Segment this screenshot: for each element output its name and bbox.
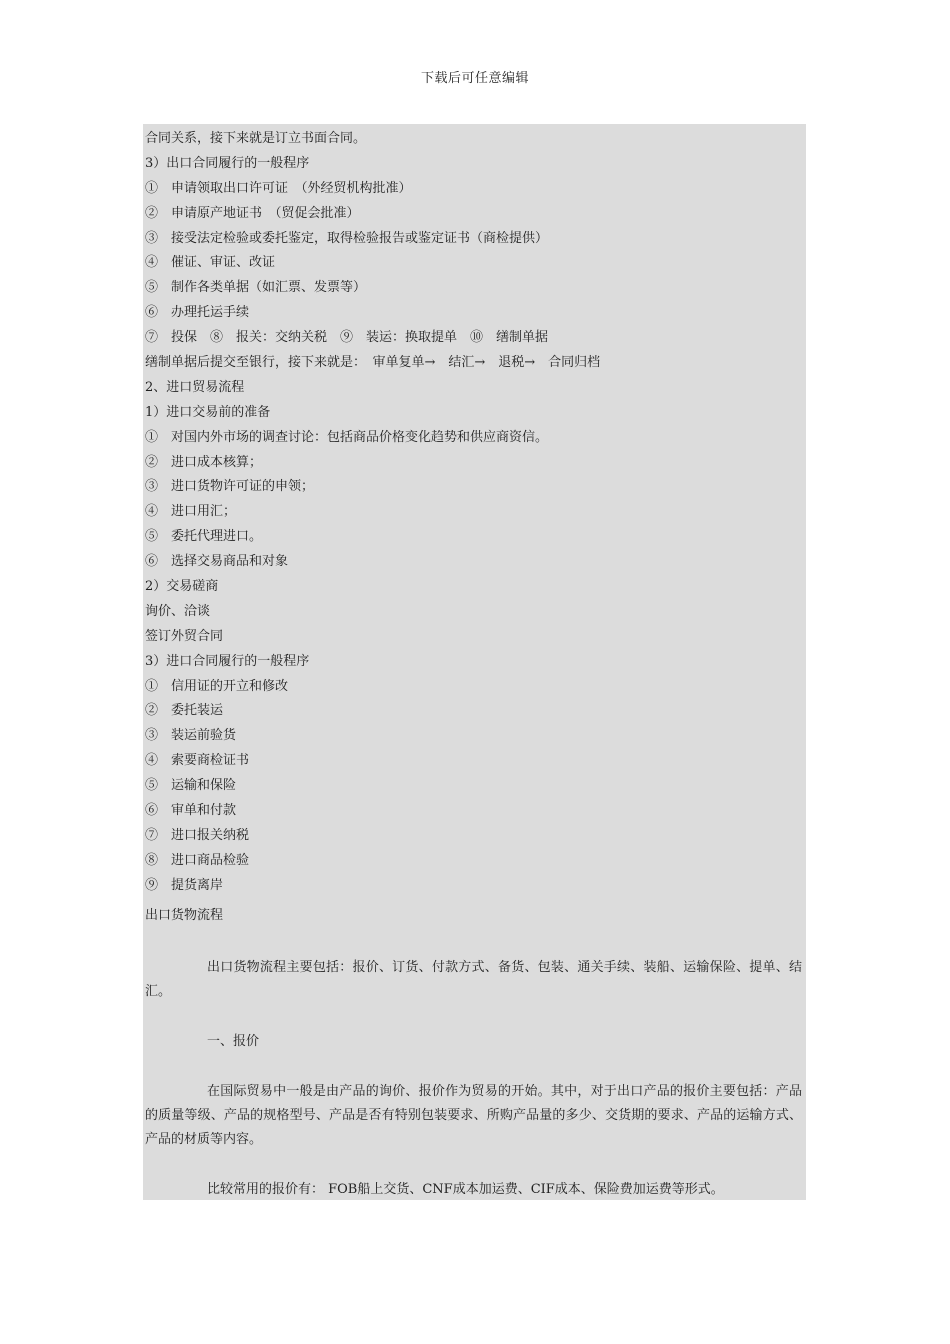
text-line: ② 申请原产地证书 （贸促会批准） <box>145 205 360 221</box>
text-line: ③ 进口货物许可证的申领； <box>145 479 315 495</box>
text-line: ④ 催证、审证、改证 <box>145 255 276 271</box>
page-header: 下载后可任意编辑 <box>420 71 529 86</box>
text-line: ⑨ 提货离岸 <box>145 877 224 893</box>
text-line: ⑤ 制作各类单据（如汇票、发票等） <box>145 280 367 296</box>
text-line: ⑥ 审单和付款 <box>145 803 237 819</box>
text-line: ③ 接受法定检验或委托鉴定，取得检验报告或鉴定证书（商检提供） <box>145 230 549 246</box>
text-line: ⑥ 选择交易商品和对象 <box>145 554 289 570</box>
heading-quote: 一、报价 <box>207 1033 260 1049</box>
text-line: 3）进口合同履行的一般程序 <box>145 653 310 669</box>
text-line: ① 对国内外市场的调查讨论：包括商品价格变化趋势和供应商资信。 <box>145 429 549 445</box>
text-line: 1）进口交易前的准备 <box>145 404 271 420</box>
text-line: ② 委托装运 <box>145 703 224 719</box>
section-title: 出口货物流程 <box>145 907 224 923</box>
text-line: 3）出口合同履行的一般程序 <box>145 155 310 171</box>
text-line: 2、进口贸易流程 <box>145 379 245 395</box>
text-line: 2）交易磋商 <box>145 579 219 595</box>
text-line: ⑥ 办理托运手续 <box>145 305 250 321</box>
text-line: ④ 进口用汇； <box>145 504 237 520</box>
text-line: ② 进口成本核算； <box>145 454 263 470</box>
document-body <box>143 124 806 1200</box>
text-line: ③ 装运前验货 <box>145 728 237 744</box>
text-line: 签订外贸合同 <box>145 628 224 644</box>
text-line: 合同关系，接下来就是订立书面合同。 <box>145 131 367 146</box>
text-line: 缮制单据后提交至银行，接下来就是： 审单复单→ 结汇→ 退税→ 合同归档 <box>145 355 601 371</box>
quote-description-paragraph: 在国际贸易中一般是由产品的询价、报价作为贸易的开始。其中，对于出口产品的报价主要包括：产品的质量等级、产品的规格型号、产品是否有特别包装要求、所购产品量的多少、交货期的要求、产品的运输方式、产品的材质等内容。 <box>145 1083 802 1147</box>
text-line: ⑤ 委托代理进口。 <box>145 529 263 545</box>
text-line: ① 信用证的开立和修改 <box>145 678 289 694</box>
text-line: ⑧ 进口商品检验 <box>145 852 250 868</box>
text-line: 询价、洽谈 <box>145 603 211 619</box>
text-line: ④ 索要商检证书 <box>145 753 250 769</box>
common-quotes-paragraph: 比较常用的报价有： FOB船上交货、CNF成本加运费、CIF成本、保险费加运费等形式。 <box>207 1181 724 1197</box>
intro-paragraph: 出口货物流程主要包括：报价、订货、付款方式、备货、包装、通关手续、装船、运输保险、提单、结汇。 <box>145 959 802 999</box>
text-line: ⑤ 运输和保险 <box>145 778 237 794</box>
text-line: ① 申请领取出口许可证 （外经贸机构批准） <box>145 180 412 196</box>
text-line: ⑦ 进口报关纳税 <box>145 827 250 843</box>
text-line: ⑦ 投保 ⑧ 报关：交纳关税 ⑨ 装运：换取提单 ⑩ 缮制单据 <box>145 330 549 346</box>
